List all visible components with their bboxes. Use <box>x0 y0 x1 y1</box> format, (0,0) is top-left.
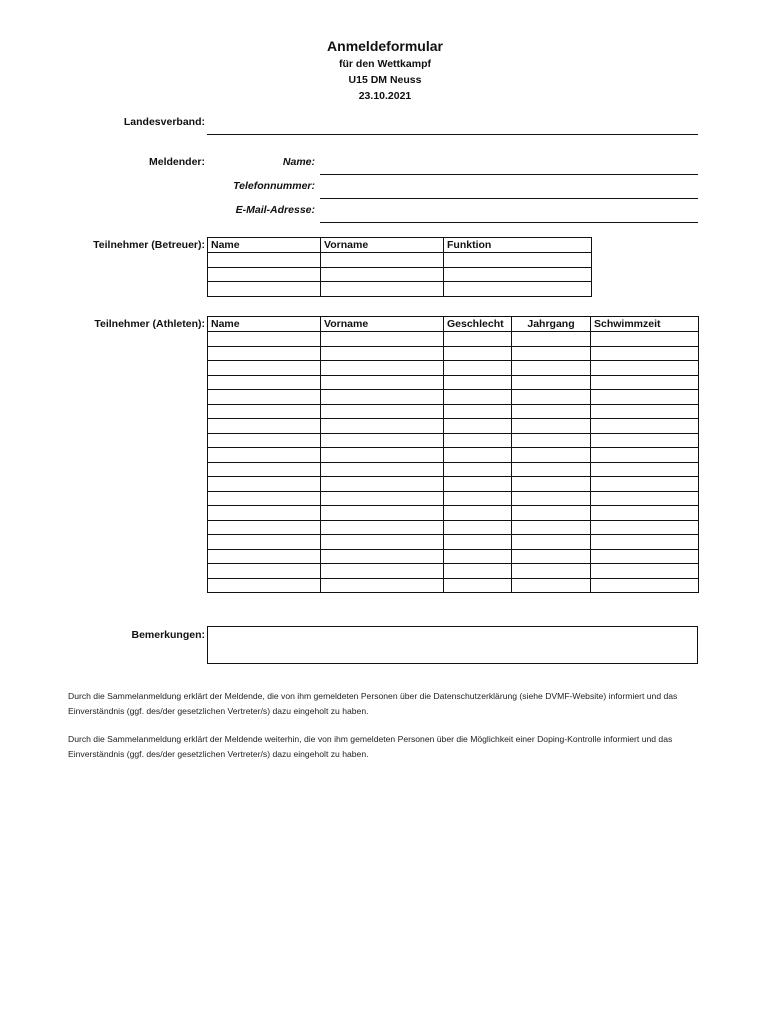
betreuer-label: Teilnehmer (Betreuer): <box>93 239 205 251</box>
table-cell[interactable] <box>512 375 591 390</box>
table-cell[interactable] <box>321 491 444 506</box>
table-cell[interactable] <box>444 404 512 419</box>
table-cell[interactable] <box>208 375 321 390</box>
table-cell[interactable] <box>512 506 591 521</box>
event-name: U15 DM Neuss <box>348 74 422 86</box>
table-cell[interactable] <box>591 491 699 506</box>
table-cell[interactable] <box>591 506 699 521</box>
table-cell[interactable] <box>512 448 591 463</box>
athleten-label: Teilnehmer (Athleten): <box>94 318 205 330</box>
table-cell[interactable] <box>321 520 444 535</box>
table-row <box>208 390 699 405</box>
table-cell[interactable] <box>321 433 444 448</box>
table-cell[interactable] <box>512 578 591 593</box>
table-cell[interactable] <box>444 477 512 492</box>
table-cell[interactable] <box>512 361 591 376</box>
athleten-col-jahrgang: Jahrgang <box>512 317 591 332</box>
table-cell[interactable] <box>321 535 444 550</box>
table-row <box>208 267 592 282</box>
table-cell[interactable] <box>208 404 321 419</box>
table-cell[interactable] <box>321 462 444 477</box>
table-cell[interactable] <box>444 564 512 579</box>
table-cell[interactable] <box>444 491 512 506</box>
table-cell[interactable] <box>444 448 512 463</box>
bemerkungen-label: Bemerkungen: <box>131 629 205 641</box>
table-cell[interactable] <box>321 506 444 521</box>
table-cell[interactable] <box>512 564 591 579</box>
table-cell[interactable] <box>208 433 321 448</box>
table-cell[interactable] <box>208 477 321 492</box>
athleten-table <box>207 316 699 593</box>
table-cell[interactable] <box>208 564 321 579</box>
betreuer-header-row <box>208 238 592 253</box>
table-cell[interactable] <box>321 332 444 347</box>
table-cell[interactable] <box>444 332 512 347</box>
table-row <box>208 506 699 521</box>
table-cell[interactable] <box>321 253 444 268</box>
table-cell[interactable] <box>444 346 512 361</box>
table-cell[interactable] <box>321 549 444 564</box>
table-cell[interactable] <box>321 346 444 361</box>
table-row <box>208 448 699 463</box>
telefon-field[interactable] <box>320 198 698 199</box>
table-cell[interactable] <box>444 506 512 521</box>
table-cell[interactable] <box>444 462 512 477</box>
table-cell[interactable] <box>208 282 321 297</box>
table-cell[interactable] <box>444 390 512 405</box>
table-cell[interactable] <box>512 390 591 405</box>
table-cell[interactable] <box>208 253 321 268</box>
table-cell[interactable] <box>512 332 591 347</box>
table-row <box>208 578 699 593</box>
betreuer-col-funktion: Funktion <box>444 238 592 253</box>
table-row <box>208 549 699 564</box>
table-cell[interactable] <box>591 375 699 390</box>
table-row <box>208 361 699 376</box>
table-cell[interactable] <box>591 332 699 347</box>
telefon-label: Telefonnummer: <box>233 180 315 192</box>
table-cell[interactable] <box>208 419 321 434</box>
table-cell[interactable] <box>591 448 699 463</box>
table-cell[interactable] <box>444 419 512 434</box>
table-cell[interactable] <box>512 433 591 448</box>
betreuer-col-vorname: Vorname <box>321 238 444 253</box>
table-cell[interactable] <box>321 448 444 463</box>
table-cell[interactable] <box>208 549 321 564</box>
table-cell[interactable] <box>444 433 512 448</box>
table-row <box>208 477 699 492</box>
table-cell[interactable] <box>444 282 592 297</box>
table-cell[interactable] <box>444 535 512 550</box>
table-cell[interactable] <box>321 375 444 390</box>
form-subtitle: für den Wettkampf <box>339 58 431 70</box>
table-row <box>208 535 699 550</box>
table-cell[interactable] <box>512 462 591 477</box>
table-cell[interactable] <box>208 520 321 535</box>
table-cell[interactable] <box>321 361 444 376</box>
table-cell[interactable] <box>444 361 512 376</box>
table-cell[interactable] <box>321 564 444 579</box>
table-row <box>208 419 699 434</box>
table-cell[interactable] <box>591 346 699 361</box>
table-cell[interactable] <box>512 346 591 361</box>
email-label: E-Mail-Adresse: <box>235 204 315 216</box>
privacy-note: Durch die Sammelanmeldung erklärt der Meldende, die von ihm gemeldeten Personen über die Datenschutzerklärung (siehe DVMF-Website) informiert und das Einverständnis (ggf. des/der gesetzlichen Vertreter/s) dazu eingeholt zu haben. <box>68 691 678 716</box>
table-cell[interactable] <box>208 462 321 477</box>
table-cell[interactable] <box>321 282 444 297</box>
table-cell[interactable] <box>512 520 591 535</box>
table-cell[interactable] <box>321 267 444 282</box>
table-row <box>208 375 699 390</box>
table-row <box>208 282 592 297</box>
table-cell[interactable] <box>444 267 592 282</box>
name-label: Name: <box>282 156 315 168</box>
table-cell[interactable] <box>512 404 591 419</box>
table-cell[interactable] <box>591 404 699 419</box>
meldender-label: Meldender: <box>148 156 205 168</box>
table-cell[interactable] <box>591 535 699 550</box>
event-date: 23.10.2021 <box>358 90 412 102</box>
table-cell[interactable] <box>208 535 321 550</box>
table-cell[interactable] <box>512 477 591 492</box>
betreuer-col-name: Name <box>208 238 321 253</box>
table-cell[interactable] <box>512 419 591 434</box>
table-cell[interactable] <box>591 361 699 376</box>
table-cell[interactable] <box>321 404 444 419</box>
athleten-col-name: Name <box>208 317 321 332</box>
table-row <box>208 564 699 579</box>
form-title: Anmeldeformular <box>327 38 443 54</box>
table-cell[interactable] <box>208 346 321 361</box>
table-cell[interactable] <box>444 520 512 535</box>
table-cell[interactable] <box>208 390 321 405</box>
table-row <box>208 346 699 361</box>
table-cell[interactable] <box>512 535 591 550</box>
table-row <box>208 462 699 477</box>
table-cell[interactable] <box>321 390 444 405</box>
table-cell[interactable] <box>591 520 699 535</box>
table-cell[interactable] <box>208 332 321 347</box>
table-row <box>208 404 699 419</box>
athleten-col-schwimmzeit: Schwimmzeit <box>591 317 699 332</box>
table-cell[interactable] <box>208 267 321 282</box>
table-row <box>208 433 699 448</box>
table-cell[interactable] <box>444 253 592 268</box>
betreuer-table <box>207 237 592 297</box>
doping-note: Durch die Sammelanmeldung erklärt der Meldende weiterhin, die von ihm gemeldeten Personen über die Möglichkeit einer Doping-Kontrolle informiert und das Einverständnis (ggf. des/der gesetzlichen Vertreter/s) dazu eingeholt zu haben. <box>68 734 673 759</box>
table-cell[interactable] <box>591 477 699 492</box>
table-cell[interactable] <box>208 361 321 376</box>
table-cell[interactable] <box>591 433 699 448</box>
table-cell[interactable] <box>208 506 321 521</box>
table-cell[interactable] <box>444 578 512 593</box>
table-cell[interactable] <box>591 549 699 564</box>
table-cell[interactable] <box>512 549 591 564</box>
table-cell[interactable] <box>591 564 699 579</box>
table-row <box>208 253 592 268</box>
landesverband-label: Landesverband: <box>123 116 205 128</box>
table-cell[interactable] <box>591 390 699 405</box>
athleten-col-geschlecht: Geschlecht <box>444 317 512 332</box>
table-row <box>208 520 699 535</box>
table-cell[interactable] <box>591 462 699 477</box>
table-cell[interactable] <box>321 477 444 492</box>
landesverband-field[interactable] <box>207 134 698 135</box>
athleten-col-vorname: Vorname <box>321 317 444 332</box>
athleten-header-row <box>208 317 699 332</box>
table-cell[interactable] <box>321 419 444 434</box>
table-cell[interactable] <box>444 549 512 564</box>
table-cell[interactable] <box>208 448 321 463</box>
table-row <box>208 332 699 347</box>
bemerkungen-field[interactable] <box>207 626 698 664</box>
table-cell[interactable] <box>591 578 699 593</box>
table-cell[interactable] <box>591 419 699 434</box>
table-row <box>208 491 699 506</box>
email-field[interactable] <box>320 222 698 223</box>
table-cell[interactable] <box>444 375 512 390</box>
table-cell[interactable] <box>208 491 321 506</box>
table-cell[interactable] <box>512 491 591 506</box>
table-cell[interactable] <box>321 578 444 593</box>
table-cell[interactable] <box>208 578 321 593</box>
name-field[interactable] <box>320 174 698 175</box>
